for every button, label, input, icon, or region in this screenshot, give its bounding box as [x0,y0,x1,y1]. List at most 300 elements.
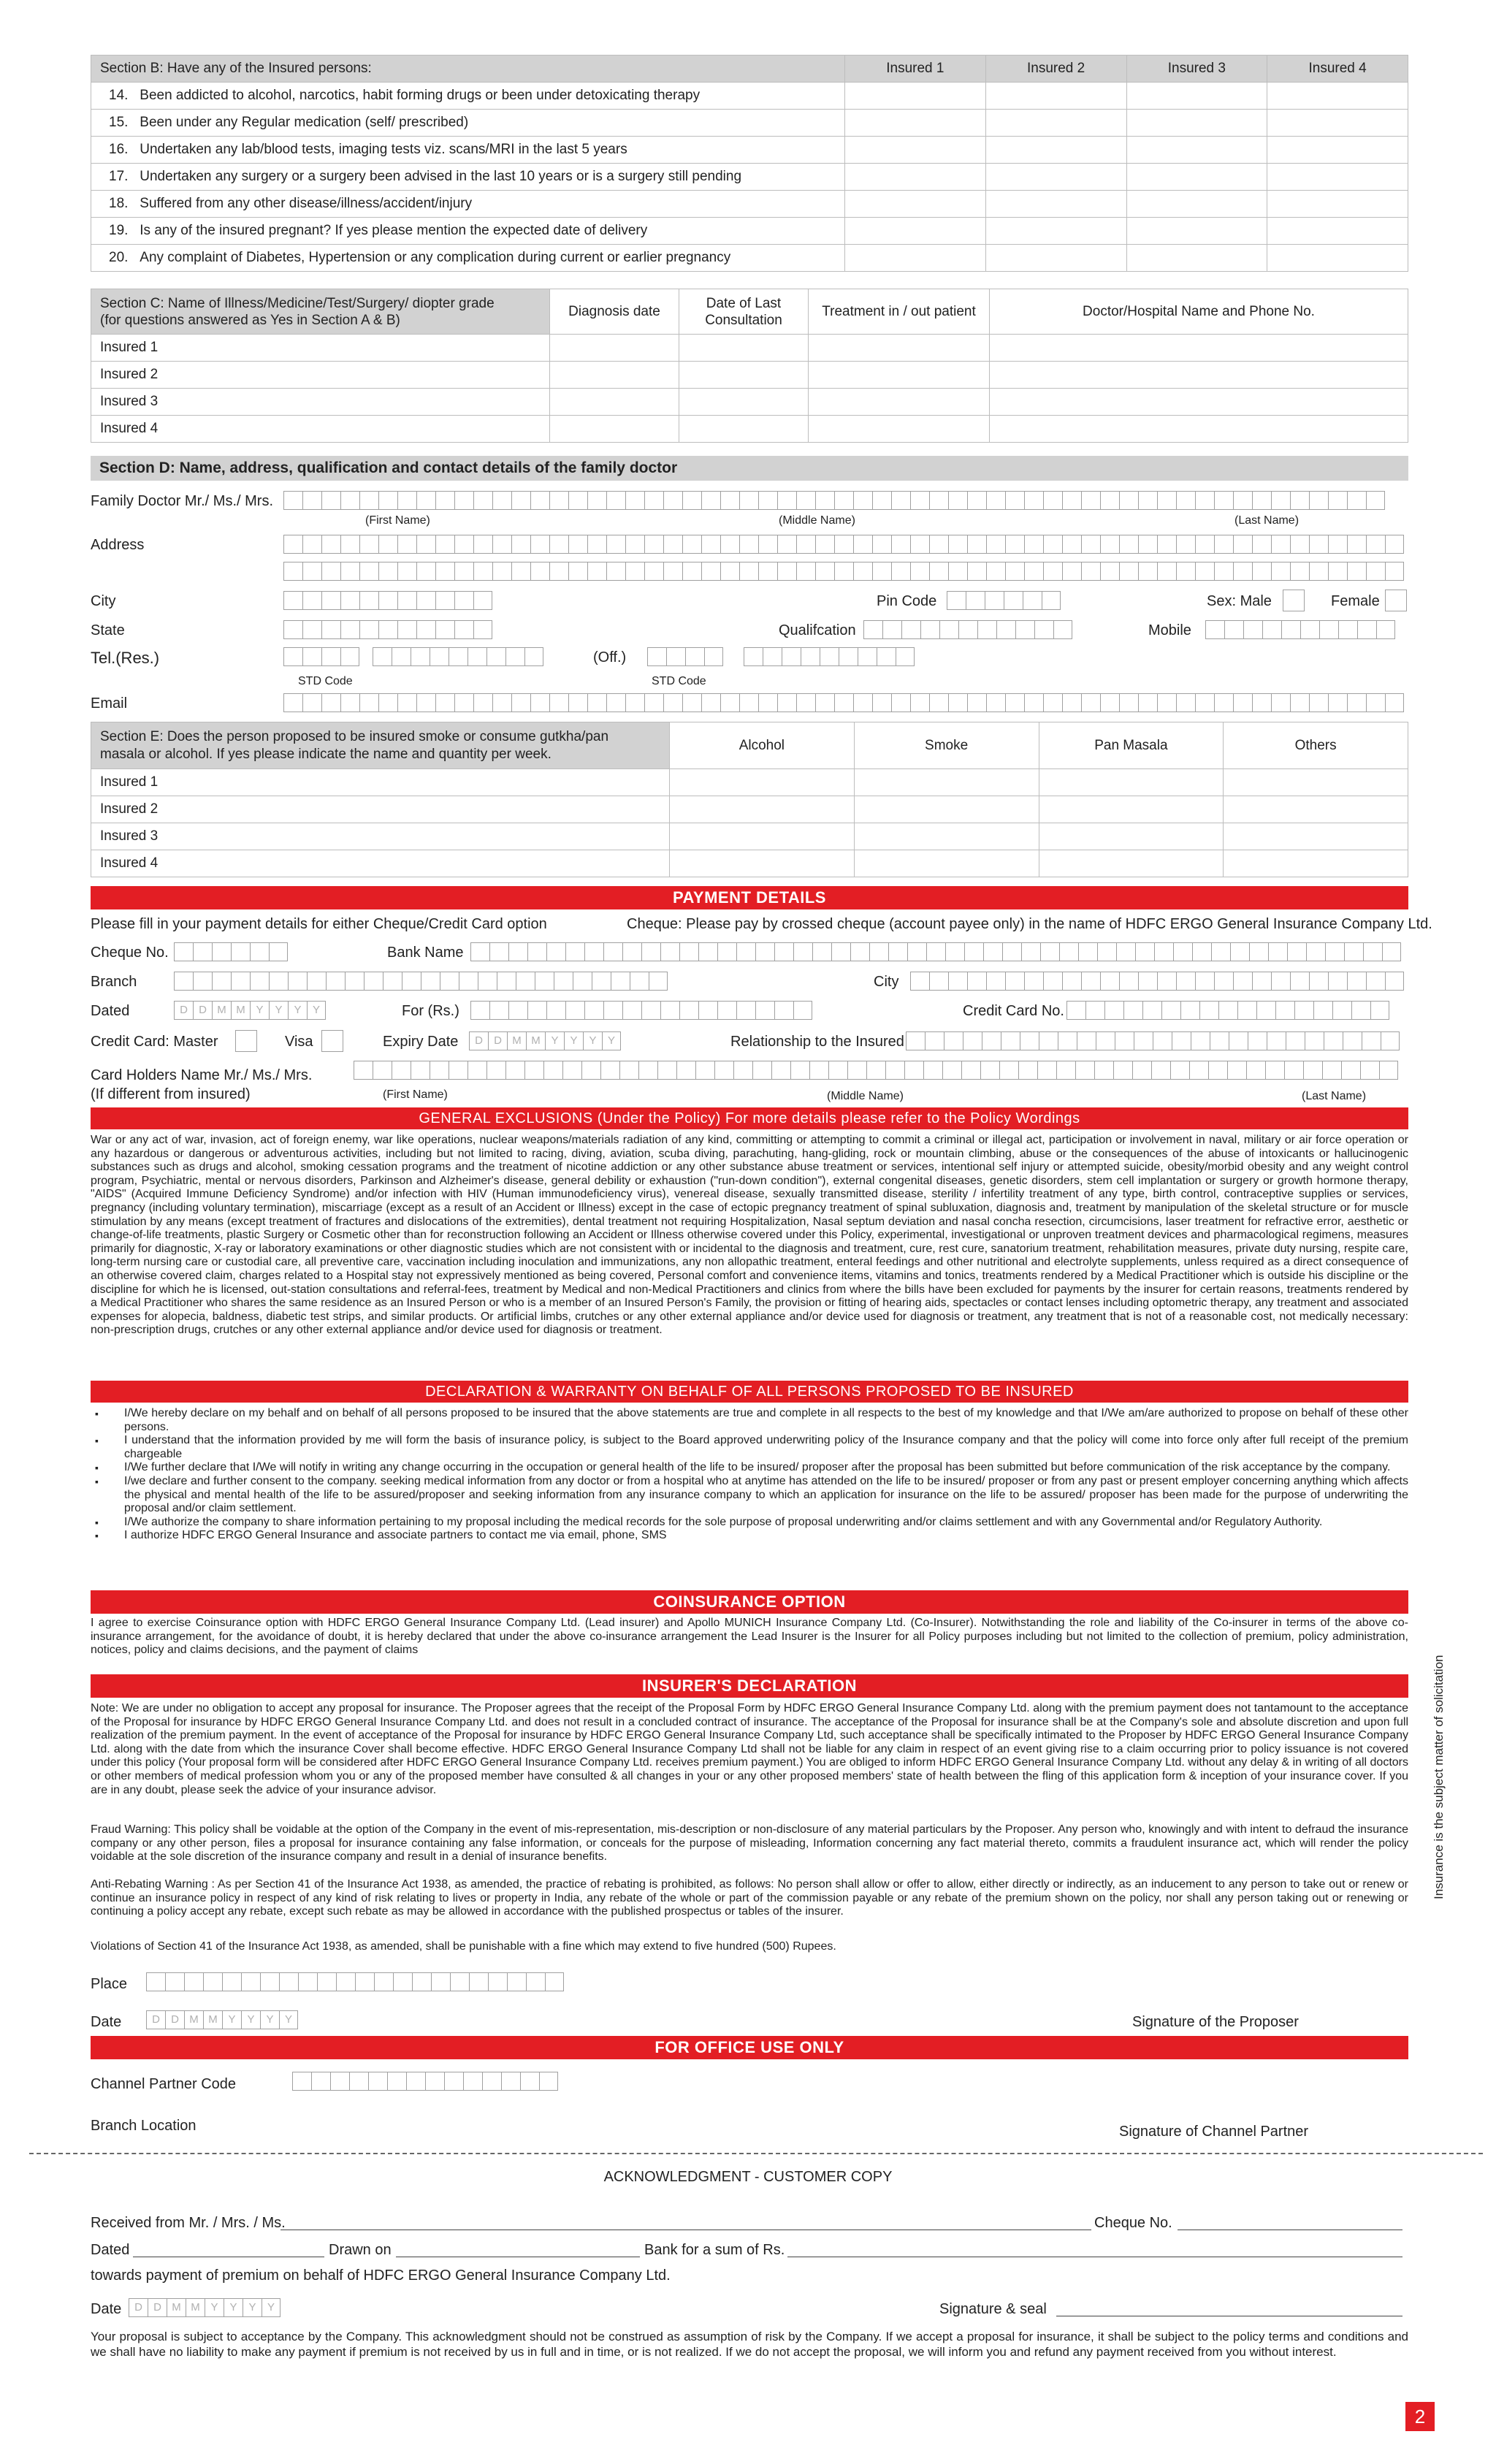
char-box[interactable] [393,1972,412,1991]
char-box[interactable] [473,693,492,712]
char-box[interactable] [302,562,321,581]
char-box[interactable] [1043,535,1062,554]
char-box[interactable] [454,535,473,554]
char-box[interactable] [535,972,554,991]
char-box[interactable] [454,591,473,610]
char-box[interactable] [1176,535,1195,554]
char-box[interactable] [834,693,853,712]
char-box[interactable] [996,620,1015,639]
char-box[interactable] [1119,491,1138,510]
char-box[interactable] [758,535,777,554]
char-box[interactable] [891,693,910,712]
char-box[interactable] [174,972,193,991]
char-box[interactable] [1347,972,1366,991]
char-box[interactable] [942,1061,961,1080]
female-checkbox[interactable] [1385,590,1407,611]
char-box[interactable] [1252,693,1271,712]
family-doctor-name-field[interactable] [283,491,1385,510]
char-box[interactable] [1357,620,1376,639]
char-box[interactable] [1100,535,1119,554]
char-box[interactable] [416,591,435,610]
char-box[interactable] [492,562,511,581]
char-box[interactable] [1195,562,1214,581]
char-box[interactable] [231,942,250,961]
char-box[interactable] [416,562,435,581]
char-box[interactable] [1309,535,1328,554]
char-box[interactable] [1385,972,1404,991]
proposal-date-field[interactable] [146,2010,298,2029]
date-char-box[interactable]: D [488,1031,507,1050]
char-box[interactable] [877,647,896,666]
char-box[interactable] [701,491,720,510]
char-box[interactable] [321,693,340,712]
char-box[interactable] [744,647,763,666]
char-box[interactable] [397,591,416,610]
char-box[interactable] [212,942,231,961]
answer-cell[interactable] [845,83,986,110]
answer-cell[interactable] [845,245,986,272]
char-box[interactable] [549,535,568,554]
char-box[interactable] [1366,972,1385,991]
char-box[interactable] [701,693,720,712]
date-char-box[interactable]: D [129,2298,148,2317]
answer-cell[interactable] [1267,245,1408,272]
answer-cell[interactable] [845,164,986,191]
char-box[interactable] [1138,535,1157,554]
char-box[interactable] [929,972,948,991]
char-box[interactable] [1290,693,1309,712]
char-box[interactable] [736,942,755,961]
char-box[interactable] [1366,535,1385,554]
char-box[interactable] [812,942,831,961]
amount-field[interactable] [470,1001,812,1020]
char-box[interactable] [349,2072,368,2091]
char-box[interactable] [1172,1031,1191,1050]
char-box[interactable] [698,1001,717,1020]
char-box[interactable] [174,942,193,961]
char-box[interactable] [530,535,549,554]
char-box[interactable] [411,1061,430,1080]
char-box[interactable] [355,1972,374,1991]
char-box[interactable] [1024,562,1043,581]
char-box[interactable] [923,1061,942,1080]
char-box[interactable] [435,562,454,581]
char-box[interactable] [720,491,739,510]
char-box[interactable] [1271,535,1290,554]
char-box[interactable] [1189,1061,1208,1080]
char-box[interactable] [720,693,739,712]
char-box[interactable] [516,972,535,991]
char-box[interactable] [755,942,774,961]
char-box[interactable] [682,562,701,581]
char-box[interactable] [1265,1061,1284,1080]
char-box[interactable] [967,972,986,991]
char-box[interactable] [1294,1001,1313,1020]
char-box[interactable] [1210,1031,1229,1050]
char-box[interactable] [663,535,682,554]
char-box[interactable] [1119,562,1138,581]
char-box[interactable] [1233,693,1252,712]
char-box[interactable] [1180,1001,1199,1020]
char-box[interactable] [1043,562,1062,581]
char-box[interactable] [527,1001,546,1020]
char-box[interactable] [587,491,606,510]
char-box[interactable] [526,1972,545,1991]
char-box[interactable] [212,972,231,991]
char-box[interactable] [967,562,986,581]
char-box[interactable] [545,1972,564,1991]
char-box[interactable] [581,1061,600,1080]
answer-cell[interactable] [1126,110,1267,137]
char-box[interactable] [963,1031,982,1050]
char-box[interactable] [777,535,796,554]
char-box[interactable] [999,1061,1018,1080]
char-box[interactable] [929,491,948,510]
char-box[interactable] [882,620,901,639]
char-box[interactable] [839,647,858,666]
char-box[interactable] [492,693,511,712]
char-box[interactable] [587,535,606,554]
char-box[interactable] [872,693,891,712]
char-box[interactable] [815,535,834,554]
char-box[interactable] [717,942,736,961]
date-char-box[interactable]: D [174,1001,193,1020]
char-box[interactable] [958,620,977,639]
char-box[interactable] [961,1061,980,1080]
char-box[interactable] [720,562,739,581]
char-box[interactable] [1243,620,1262,639]
char-box[interactable] [435,591,454,610]
char-box[interactable] [1246,1061,1265,1080]
char-box[interactable] [1004,591,1023,610]
char-box[interactable] [1290,562,1309,581]
char-box[interactable] [565,1001,584,1020]
char-box[interactable] [850,942,869,961]
char-box[interactable] [373,1061,392,1080]
char-box[interactable] [1195,972,1214,991]
char-box[interactable] [1271,491,1290,510]
char-box[interactable] [758,491,777,510]
answer-cell[interactable] [1267,164,1408,191]
char-box[interactable] [1287,942,1306,961]
char-box[interactable] [644,562,663,581]
char-box[interactable] [311,2072,330,2091]
char-box[interactable] [1347,491,1366,510]
date-char-box[interactable]: Y [288,1001,307,1020]
answer-cell[interactable] [985,83,1126,110]
char-box[interactable] [763,647,782,666]
credit-card-no-field[interactable] [1066,1001,1389,1020]
char-box[interactable] [682,535,701,554]
char-box[interactable] [1157,491,1176,510]
char-box[interactable] [1015,620,1034,639]
char-box[interactable] [1262,620,1281,639]
char-box[interactable] [1252,535,1271,554]
char-box[interactable] [1100,693,1119,712]
char-box[interactable] [948,562,967,581]
answer-cell[interactable] [1126,218,1267,245]
char-box[interactable] [1005,972,1024,991]
char-box[interactable] [1176,972,1195,991]
char-box[interactable] [231,972,250,991]
char-box[interactable] [302,491,321,510]
date-char-box[interactable]: M [203,2010,222,2029]
char-box[interactable] [468,1061,486,1080]
char-box[interactable] [302,620,321,639]
date-char-box[interactable]: D [165,2010,184,2029]
char-box[interactable] [777,491,796,510]
master-card-checkbox[interactable] [235,1030,257,1052]
char-box[interactable] [1195,535,1214,554]
char-box[interactable] [527,942,546,961]
char-box[interactable] [1153,1031,1172,1050]
char-box[interactable] [739,491,758,510]
char-box[interactable] [739,562,758,581]
answer-cell[interactable] [845,137,986,164]
char-box[interactable] [1039,1031,1058,1050]
char-box[interactable] [482,2072,501,2091]
date-char-box[interactable]: M [186,2298,205,2317]
char-box[interactable] [1214,972,1233,991]
char-box[interactable] [649,972,668,991]
char-box[interactable] [1379,1061,1398,1080]
char-box[interactable] [967,491,986,510]
date-char-box[interactable]: Y [260,2010,279,2029]
char-box[interactable] [834,562,853,581]
char-box[interactable] [1328,972,1347,991]
char-box[interactable] [520,2072,539,2091]
char-box[interactable] [411,647,430,666]
char-box[interactable] [1119,972,1138,991]
char-box[interactable] [511,491,530,510]
char-box[interactable] [193,942,212,961]
char-box[interactable] [815,562,834,581]
char-box[interactable] [1157,693,1176,712]
payment-city-field[interactable] [910,972,1404,991]
char-box[interactable] [406,2072,425,2091]
char-box[interactable] [468,647,486,666]
char-box[interactable] [947,591,966,610]
tel-res-std-field[interactable] [283,647,359,666]
char-box[interactable] [1324,1031,1343,1050]
char-box[interactable] [486,647,505,666]
bank-name-field[interactable] [470,942,1401,961]
char-box[interactable] [1195,693,1214,712]
date-char-box[interactable]: Y [583,1031,602,1050]
char-box[interactable] [847,1061,866,1080]
char-box[interactable] [1290,972,1309,991]
char-box[interactable] [967,693,986,712]
char-box[interactable] [1227,1061,1246,1080]
char-box[interactable] [321,591,340,610]
char-box[interactable] [793,942,812,961]
char-box[interactable] [647,647,666,666]
char-box[interactable] [392,647,411,666]
char-box[interactable] [321,491,340,510]
char-box[interactable] [1351,1001,1370,1020]
char-box[interactable] [508,942,527,961]
char-box[interactable] [1097,942,1116,961]
char-box[interactable] [896,647,915,666]
char-box[interactable] [492,535,511,554]
char-box[interactable] [1332,1001,1351,1020]
char-box[interactable] [1005,491,1024,510]
char-box[interactable] [1385,535,1404,554]
char-box[interactable] [1376,620,1395,639]
char-box[interactable] [1023,591,1042,610]
char-box[interactable] [416,491,435,510]
char-box[interactable] [796,491,815,510]
char-box[interactable] [1214,491,1233,510]
char-box[interactable] [739,535,758,554]
char-box[interactable] [573,972,592,991]
char-box[interactable] [1062,562,1081,581]
char-box[interactable] [562,1061,581,1080]
char-box[interactable] [454,620,473,639]
char-box[interactable] [1066,1001,1085,1020]
char-box[interactable] [1229,1031,1248,1050]
char-box[interactable] [488,1972,507,1991]
char-box[interactable] [1233,535,1252,554]
char-box[interactable] [359,562,378,581]
char-box[interactable] [720,535,739,554]
char-box[interactable] [416,620,435,639]
char-box[interactable] [568,693,587,712]
char-box[interactable] [986,491,1005,510]
char-box[interactable] [497,972,516,991]
char-box[interactable] [1123,1001,1142,1020]
char-box[interactable] [511,562,530,581]
char-box[interactable] [1005,535,1024,554]
char-box[interactable] [1100,491,1119,510]
char-box[interactable] [397,693,416,712]
char-box[interactable] [1043,491,1062,510]
char-box[interactable] [853,491,872,510]
char-box[interactable] [1115,1031,1134,1050]
char-box[interactable] [904,1061,923,1080]
char-box[interactable] [330,2072,349,2091]
char-box[interactable] [402,972,421,991]
char-box[interactable] [1252,972,1271,991]
char-box[interactable] [549,562,568,581]
char-box[interactable] [777,562,796,581]
char-box[interactable] [739,693,758,712]
char-box[interactable] [1366,693,1385,712]
char-box[interactable] [1191,1031,1210,1050]
char-box[interactable] [925,1031,944,1050]
char-box[interactable] [782,647,801,666]
answer-cell[interactable] [1267,83,1408,110]
char-box[interactable] [260,1972,279,1991]
char-box[interactable] [820,647,839,666]
char-box[interactable] [1056,1061,1075,1080]
char-box[interactable] [853,535,872,554]
char-box[interactable] [774,942,793,961]
char-box[interactable] [1271,562,1290,581]
char-box[interactable] [1211,942,1230,961]
char-box[interactable] [378,591,397,610]
char-box[interactable] [473,562,492,581]
date-char-box[interactable]: Y [224,2298,243,2317]
answer-cell[interactable] [1267,137,1408,164]
char-box[interactable] [1249,942,1268,961]
char-box[interactable] [317,1972,336,1991]
char-box[interactable] [1042,591,1061,610]
char-box[interactable] [340,647,359,666]
pin-code-field[interactable] [947,591,1061,610]
char-box[interactable] [777,693,796,712]
char-box[interactable] [1170,1061,1189,1080]
char-box[interactable] [1113,1061,1132,1080]
char-box[interactable] [1341,1061,1360,1080]
char-box[interactable] [412,1972,431,1991]
char-box[interactable] [1138,491,1157,510]
char-box[interactable] [184,1972,203,1991]
date-char-box[interactable]: M [526,1031,545,1050]
char-box[interactable] [321,620,340,639]
char-box[interactable] [1081,972,1100,991]
char-box[interactable] [584,1001,603,1020]
date-char-box[interactable]: M [184,2010,203,2029]
char-box[interactable] [815,491,834,510]
char-box[interactable] [801,647,820,666]
char-box[interactable] [250,972,269,991]
mobile-field[interactable] [1205,620,1395,639]
char-box[interactable] [641,942,660,961]
address-line-2[interactable] [283,562,1404,581]
char-box[interactable] [449,647,468,666]
char-box[interactable] [1176,693,1195,712]
char-box[interactable] [507,1972,526,1991]
char-box[interactable] [1024,972,1043,991]
date-char-box[interactable]: D [146,2010,165,2029]
char-box[interactable] [549,491,568,510]
char-box[interactable] [1366,491,1385,510]
date-char-box[interactable]: M [231,1001,250,1020]
char-box[interactable] [340,620,359,639]
char-box[interactable] [1322,1061,1341,1080]
char-box[interactable] [603,942,622,961]
char-box[interactable] [869,942,888,961]
cheque-no-field[interactable] [174,942,288,961]
char-box[interactable] [679,1001,698,1020]
expiry-date-field[interactable] [469,1031,621,1050]
char-box[interactable] [945,942,964,961]
char-box[interactable] [459,972,478,991]
char-box[interactable] [1382,942,1401,961]
char-box[interactable] [359,591,378,610]
char-box[interactable] [302,647,321,666]
char-box[interactable] [891,535,910,554]
answer-cell[interactable] [1126,191,1267,218]
char-box[interactable] [676,1061,695,1080]
char-box[interactable] [1214,562,1233,581]
char-box[interactable] [492,491,511,510]
char-box[interactable] [1053,620,1072,639]
char-box[interactable] [1343,1031,1362,1050]
city-field[interactable] [283,591,492,610]
char-box[interactable] [1252,562,1271,581]
char-box[interactable] [1218,1001,1237,1020]
char-box[interactable] [853,562,872,581]
char-box[interactable] [283,491,302,510]
char-box[interactable] [283,620,302,639]
char-box[interactable] [1024,535,1043,554]
char-box[interactable] [1005,562,1024,581]
char-box[interactable] [1344,942,1363,961]
char-box[interactable] [473,591,492,610]
char-box[interactable] [733,1061,752,1080]
